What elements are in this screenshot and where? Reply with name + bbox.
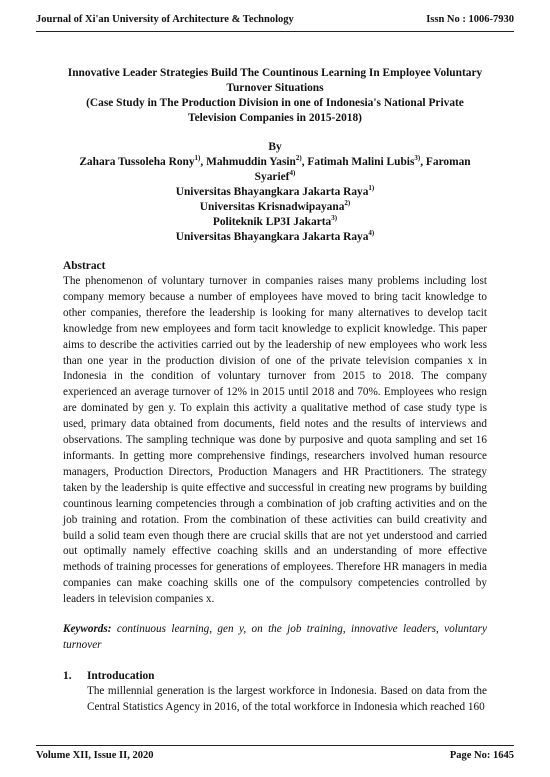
title-line-1: Innovative Leader Strategies Build The Countinous Learning In Employee Voluntary — [67, 67, 483, 79]
author-2-sup: 2) — [295, 154, 302, 163]
author-2: , Mahmuddin Yasin — [200, 156, 296, 168]
running-footer — [36, 745, 514, 763]
by-label: By — [268, 141, 282, 153]
affiliation-4-sup: 4) — [368, 229, 375, 238]
journal-name: Journal of Xi'an University of Architecture & Technology — [36, 14, 294, 25]
author-3: , Fatimah Malini Lubis — [301, 156, 415, 168]
affiliation-1-sup: 1) — [368, 184, 375, 193]
author-3-sup: 3) — [414, 154, 421, 163]
volume-issue: Volume XII, Issue II, 2020 — [36, 750, 154, 761]
title-line-4: Television Companies in 2015-2018) — [188, 112, 362, 124]
keywords-label: Keywords: — [63, 623, 112, 636]
affiliation-2-sup: 2) — [344, 199, 351, 208]
section-number: 1. — [63, 669, 72, 682]
keywords-text: continuous learning, gen y, on the job training, innovative leaders, voluntary turnover — [63, 623, 487, 651]
affiliation-4-name: Universitas Bhayangkara Jakarta Raya — [175, 231, 369, 243]
abstract-heading: Abstract — [63, 260, 106, 272]
affiliation-2 — [63, 200, 487, 215]
affiliation-1-name: Universitas Bhayangkara Jakarta Raya — [175, 186, 369, 198]
author-1-sup: 1) — [194, 154, 201, 163]
author-4-sup: 4) — [289, 169, 296, 178]
running-header — [36, 14, 514, 32]
page-number: Page No: 1645 — [449, 750, 514, 761]
section-title: Introducation — [87, 669, 155, 682]
affiliation-3 — [63, 215, 487, 230]
title-line-2: Turnover Situations — [226, 82, 324, 94]
main-content — [63, 66, 487, 716]
author-4-cont: Syarief — [254, 171, 290, 183]
abstract-text: The phenomenon of voluntary turnover in companies raises many problems including lost company memory because a number of employees have moved to bring tacit knowledge to other companies, therefore the leadership is looking for many alternatives to develop tacit knowledge from new employees and form tacit knowledge to explicit knowledge. This paper aims to describe the activities carried out by the leadership of new employees who work less than one year in the production division of one of the private television companies x in Indonesia in the condition of voluntary turnover from 2015 to 2018. The company experienced an average turnover of 12% in 2015 until 2018 and 70%. Employees who resign are dominated by gen y. To explain this activity a qualitative method of case study type is used, primary data obtained from documents, field notes and the results of interviews and observations. The sampling technique was done by purposive and quota sampling and set 16 informants. In getting more comprehensive findings, researchers involved human resource managers, Production Directors, Production Managers and HR Practitioners. The strategy taken by the leadership is quite effective and successful in creating new programs by building countinous learning competencies through a combination of job crafting activities and on the job training and rotation. From the combination of these activities can build creativity and build a solid team even though there are crucial skills that are not yet understood and carried out optimally namely effective coaching skills and an understanding of more effective methods of training processes for generations of employees. Therefore HR managers in media companies can make coaching skills one of the compulsory competencies controlled by leaders in television companies x. — [63, 275, 487, 606]
author-1: Zahara Tussoleha Rony — [79, 156, 195, 168]
author-4: , Faroman — [420, 156, 471, 168]
affiliation-2-name: Universitas Krisnadwipayana — [199, 201, 345, 213]
affiliation-3-sup: 3) — [331, 214, 338, 223]
issn-number: Issn No : 1006-7930 — [426, 14, 514, 25]
affiliation-4 — [63, 230, 487, 245]
paper-title — [63, 66, 487, 126]
author-list — [63, 155, 487, 185]
affiliation-1 — [63, 185, 487, 200]
title-line-3: (Case Study in The Production Division in one of Indonesia's National Private — [86, 97, 464, 109]
introduction-text: The millennial generation is the largest workforce in Indonesia. Based on data from the Central Statistics Agency in 2016, of the total workforce in Indonesia which reached 160 — [87, 684, 487, 713]
affiliation-3-name: Politeknik LP3I Jakarta — [212, 216, 332, 228]
section-heading — [63, 669, 487, 684]
keywords — [63, 622, 487, 654]
